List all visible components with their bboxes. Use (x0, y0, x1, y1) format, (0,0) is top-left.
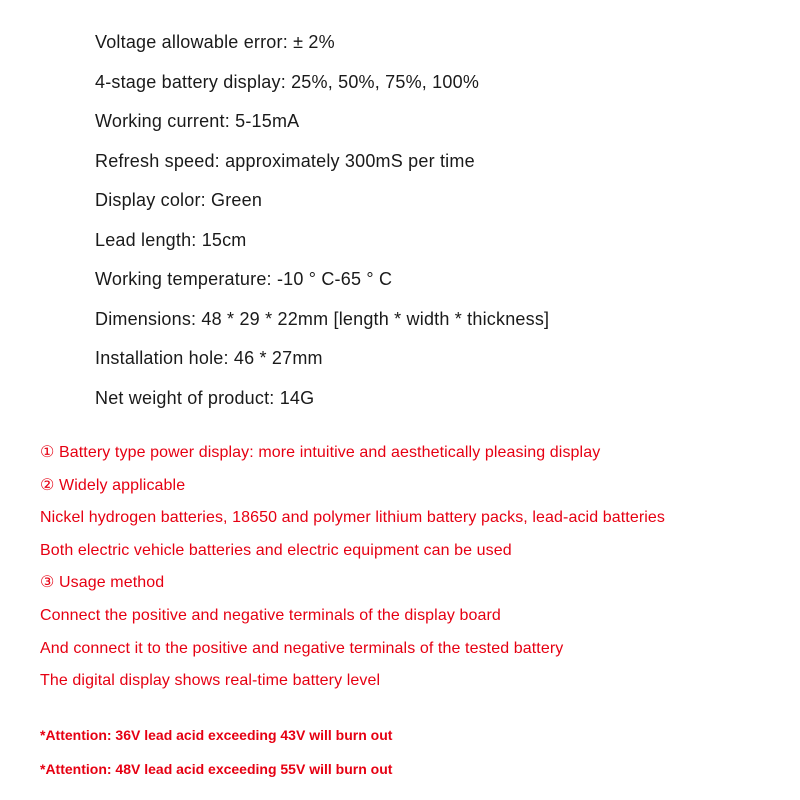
feature-line: And connect it to the positive and negative terminals of the tested battery (40, 639, 564, 657)
feature-line: The digital display shows real-time battery level (40, 672, 381, 690)
spec-line: Refresh speed: approximately 300mS per time (95, 150, 475, 171)
spec-line: Voltage allowable error: ± 2% (95, 32, 335, 52)
attention-notes (0, 718, 800, 786)
feature-line: ① Battery type power display: more intuitive and aesthetically pleasing display (40, 444, 601, 461)
feature-line: Connect the positive and negative terminals of the display board (40, 606, 501, 624)
feature-line: Both electric vehicle batteries and electric equipment can be used (40, 541, 512, 559)
spec-line: Working current: 5-15mA (95, 111, 300, 131)
feature-line: Nickel hydrogen batteries, 18650 and polymer lithium battery packs, lead-acid batteries (40, 509, 666, 527)
feature-line: ③ Usage method (40, 574, 165, 592)
spec-line: Net weight of product: 14G (95, 387, 315, 408)
spec-line: Display color: Green (95, 190, 263, 210)
spec-line: 4-stage battery display: 25%, 50%, 75%, 100% (95, 71, 480, 92)
feature-list (0, 437, 800, 698)
spec-line: Installation hole: 46 * 27mm (95, 348, 323, 368)
spec-line: Lead length: 15cm (95, 229, 247, 250)
spec-line: Dimensions: 48 * 29 * 22mm [length * width * thickness] (95, 308, 550, 329)
attention-line: *Attention: 36V lead acid exceeding 43V will burn out (40, 726, 393, 743)
spec-line: Working temperature: -10 ° C-65 ° C (95, 269, 393, 289)
attention-line: *Attention: 48V lead acid exceeding 55V will burn out (40, 760, 393, 777)
feature-line: ② Widely applicable (40, 476, 186, 494)
